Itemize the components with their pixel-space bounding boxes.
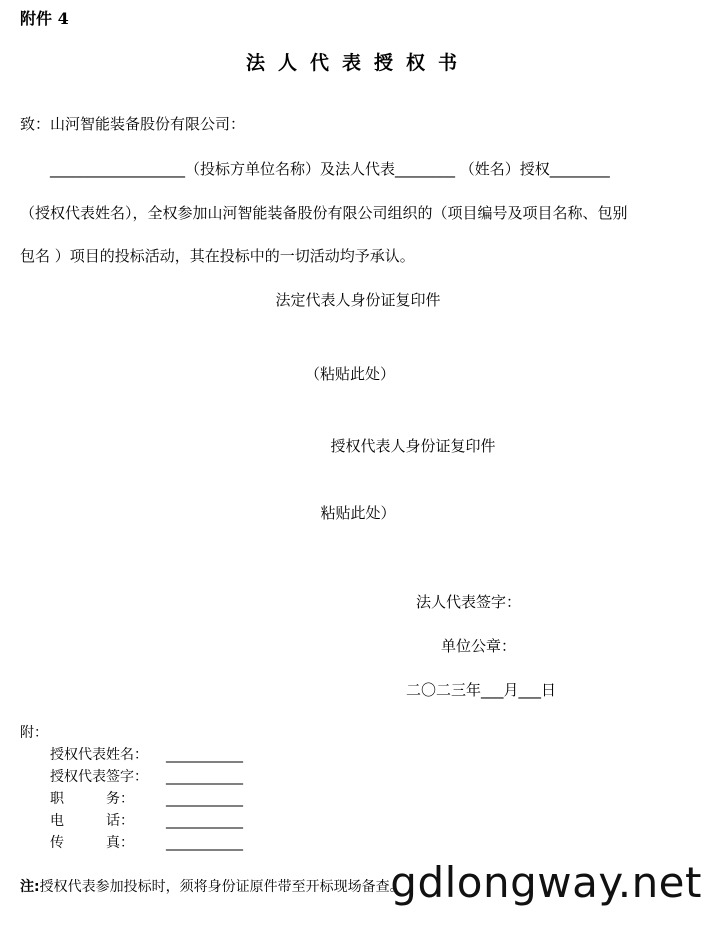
field-label: 授权代表签字： xyxy=(50,769,148,785)
authorization-line-2: （授权代表姓名），全权参加山河智能装备股份有限公司组织的（项目编号及项目名称、包别 xyxy=(20,204,628,222)
appendix-field-agent-name xyxy=(50,746,243,764)
paste-here-label-1: （粘贴此处） xyxy=(304,365,395,383)
field-label: 传 真： xyxy=(50,835,134,851)
legal-rep-signature-label: 法人代表签字： xyxy=(416,593,522,611)
field-blank: ___________ xyxy=(166,747,243,763)
paste-here-label-2: 粘贴此处） xyxy=(320,504,396,522)
document-title: 法人代表授权书 xyxy=(245,52,470,74)
addressee: 致：山河智能装备股份有限公司： xyxy=(20,115,246,133)
appendix-field-agent-signature xyxy=(50,768,243,786)
note-prefix: 注: xyxy=(20,879,40,895)
watermark: gdlongway.net xyxy=(390,858,702,907)
field-label: 职 务： xyxy=(50,791,134,807)
field-blank: ___________ xyxy=(166,813,243,829)
appendix-field-fax xyxy=(50,834,243,852)
authorization-line-3: 包名 ）项目的投标活动，其在投标中的一切活动均予承认。 xyxy=(20,247,415,265)
appendix-field-phone xyxy=(50,812,243,830)
appendix-field-position xyxy=(50,790,243,808)
appendix-label: 附： xyxy=(20,725,48,741)
field-label: 电 话： xyxy=(50,813,134,829)
attachment-label: 附件 4 xyxy=(20,9,69,28)
agent-id-copy-label: 授权代表人身份证复印件 xyxy=(330,437,496,455)
legal-rep-id-copy-label: 法定代表人身份证复印件 xyxy=(275,291,441,309)
field-label: 授权代表姓名： xyxy=(50,747,148,763)
field-blank: ___________ xyxy=(166,835,243,851)
unit-seal-label: 单位公章： xyxy=(441,637,517,655)
authorization-line-1: __________________（投标方单位名称）及法人代表________ （姓名）授权________ xyxy=(50,160,610,178)
footer-note xyxy=(20,876,404,896)
field-blank: ___________ xyxy=(166,769,243,785)
note-text: 授权代表参加投标时，须将身份证原件带至开标现场备查。 xyxy=(39,879,404,895)
signature-date: 二〇二三年___月___日 xyxy=(406,681,557,699)
field-blank: ___________ xyxy=(166,791,243,807)
